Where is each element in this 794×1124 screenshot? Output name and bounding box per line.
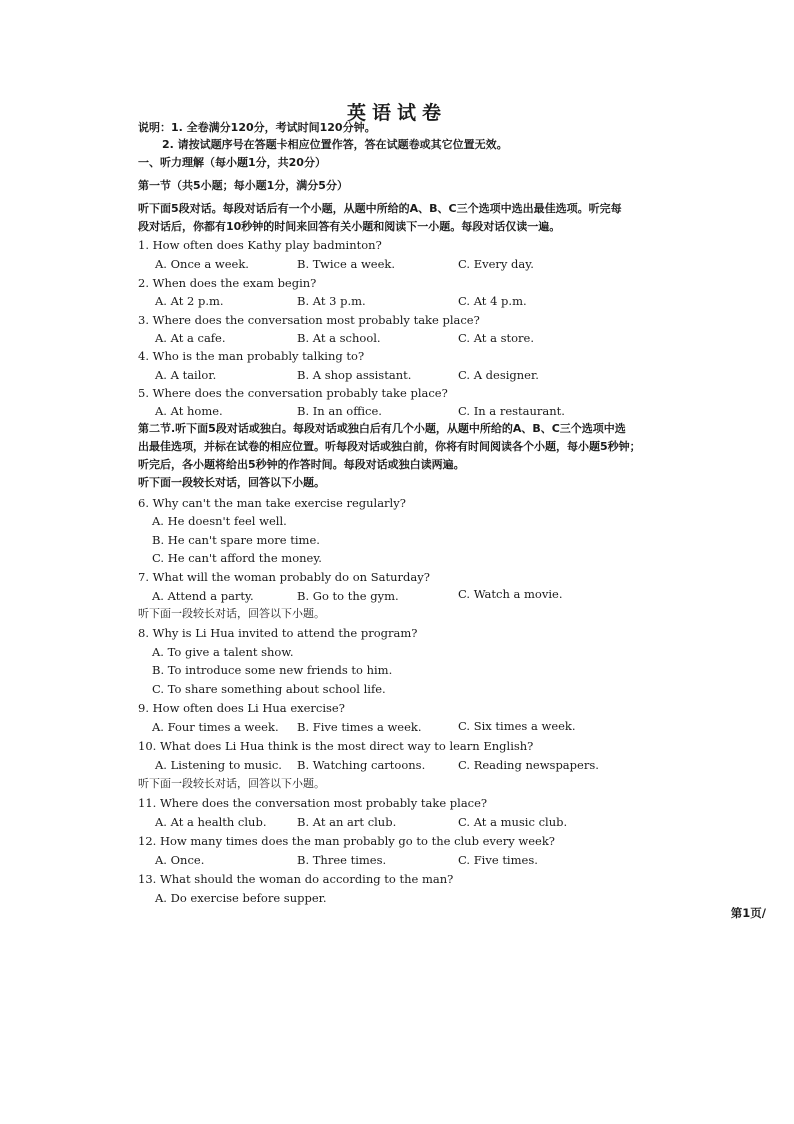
q6-option-c: C. He can't afford the money. bbox=[152, 551, 322, 565]
question-1: 1. How often does Kathy play badminton? bbox=[138, 238, 382, 252]
section-2-line-1: 第二节.听下面5段对话或独白。每段对话或独白后有几个小题，从题中所给的A、B、C三个选项中选 bbox=[138, 422, 626, 435]
q1-option-b: B. Twice a week. bbox=[297, 257, 396, 271]
question-6: 6. Why can't the man take exercise regularly? bbox=[138, 496, 406, 510]
q5-option-c: C. In a restaurant. bbox=[458, 404, 565, 418]
q6-option-a: A. He doesn't feel well. bbox=[152, 514, 287, 528]
q4-option-a: A. A tailor. bbox=[155, 368, 217, 382]
q1-option-a: A. Once a week. bbox=[155, 257, 249, 271]
page-number: 第1页/ bbox=[730, 906, 766, 920]
q8-option-a: A. To give a talent show. bbox=[152, 645, 294, 659]
listen-instruction-3: 听下面一段较长对话，回答以下小题。 bbox=[138, 777, 325, 790]
section-2-line-3: 听完后，各小题将给出5秒钟的作答时间。每段对话或独白读两遍。 bbox=[138, 458, 465, 471]
q12-option-a: A. Once. bbox=[155, 853, 205, 867]
q4-option-c: C. A designer. bbox=[458, 368, 539, 382]
q11-option-a: A. At a health club. bbox=[155, 815, 267, 829]
q10-option-c: C. Reading newspapers. bbox=[458, 758, 599, 772]
q9-option-b: B. Five times a week. bbox=[297, 720, 422, 734]
question-2: 2. When does the exam begin? bbox=[138, 276, 317, 290]
q3-option-b: B. At a school. bbox=[297, 331, 381, 345]
q11-option-b: B. At an art club. bbox=[297, 815, 397, 829]
q3-option-a: A. At a cafe. bbox=[155, 331, 226, 345]
q11-option-c: C. At a music club. bbox=[458, 815, 568, 829]
q9-option-a: A. Four times a week. bbox=[152, 720, 279, 734]
q8-option-b: B. To introduce some new friends to him. bbox=[152, 663, 393, 677]
q10-option-a: A. Listening to music. bbox=[155, 758, 282, 772]
q13-option-a: A. Do exercise before supper. bbox=[155, 891, 327, 905]
q2-option-c: C. At 4 p.m. bbox=[458, 294, 527, 308]
q12-option-b: B. Three times. bbox=[297, 853, 387, 867]
section-1-instruction-1: 听下面5段对话。每段对话后有一个小题，从题中所给的A、B、C三个选项中选出最佳选项。听完每 bbox=[138, 202, 622, 215]
q2-option-b: B. At 3 p.m. bbox=[297, 294, 366, 308]
question-13: 13. What should the woman do according to the man? bbox=[138, 872, 454, 886]
page-title: 英语试卷 bbox=[346, 102, 447, 124]
question-8: 8. Why is Li Hua invited to attend the program? bbox=[138, 626, 418, 640]
question-4: 4. Who is the man probably talking to? bbox=[138, 349, 365, 363]
question-7: 7. What will the woman probably do on Saturday? bbox=[138, 570, 430, 584]
q8-option-c: C. To share something about school life. bbox=[152, 682, 386, 696]
section-1-heading: 第一节（共5小题；每小题1分，满分5分） bbox=[138, 179, 348, 192]
q12-option-c: C. Five times. bbox=[458, 853, 538, 867]
q7-option-c: C. Watch a movie. bbox=[458, 587, 563, 601]
q1-option-c: C. Every day. bbox=[458, 257, 534, 271]
q9-option-c: C. Six times a week. bbox=[458, 719, 576, 733]
q6-option-b: B. He can't spare more time. bbox=[152, 533, 320, 547]
question-10: 10. What does Li Hua think is the most direct way to learn English? bbox=[138, 739, 534, 753]
section-1-instruction-2: 段对话后，你都有10秒钟的时间来回答有关小题和阅读下一小题。每段对话仅读一遍。 bbox=[138, 220, 561, 233]
question-3: 3. Where does the conversation most probably take place? bbox=[138, 313, 480, 327]
section-2-line-2: 出最佳选项，并标在试卷的相应位置。听每段对话或独白前，你将有时间阅读各个小题，每小题5秒钟； bbox=[138, 440, 641, 453]
q3-option-c: C. At a store. bbox=[458, 331, 534, 345]
q10-option-b: B. Watching cartoons. bbox=[297, 758, 426, 772]
question-12: 12. How many times does the man probably go to the club every week? bbox=[138, 834, 555, 848]
question-11: 11. Where does the conversation most probably take place? bbox=[138, 796, 488, 810]
question-5: 5. Where does the conversation probably take place? bbox=[138, 386, 448, 400]
question-9: 9. How often does Li Hua exercise? bbox=[138, 701, 345, 715]
part-heading: 一、听力理解（每小题1分，共20分） bbox=[138, 156, 326, 169]
q5-option-b: B. In an office. bbox=[297, 404, 382, 418]
note-2: 2. 请按试题序号在答题卡相应位置作答，答在试题卷或其它位置无效。 bbox=[162, 138, 508, 151]
q5-option-a: A. At home. bbox=[155, 404, 223, 418]
q7-option-a: A. Attend a party. bbox=[152, 589, 254, 603]
note-1: 说明：1. 全卷满分120分，考试时间120分钟。 bbox=[138, 121, 376, 134]
section-2-line-4: 听下面一段较长对话，回答以下小题。 bbox=[138, 476, 325, 489]
q4-option-b: B. A shop assistant. bbox=[297, 368, 412, 382]
q2-option-a: A. At 2 p.m. bbox=[155, 294, 224, 308]
q7-option-b: B. Go to the gym. bbox=[297, 589, 399, 603]
listen-instruction-2: 听下面一段较长对话，回答以下小题。 bbox=[138, 607, 325, 620]
